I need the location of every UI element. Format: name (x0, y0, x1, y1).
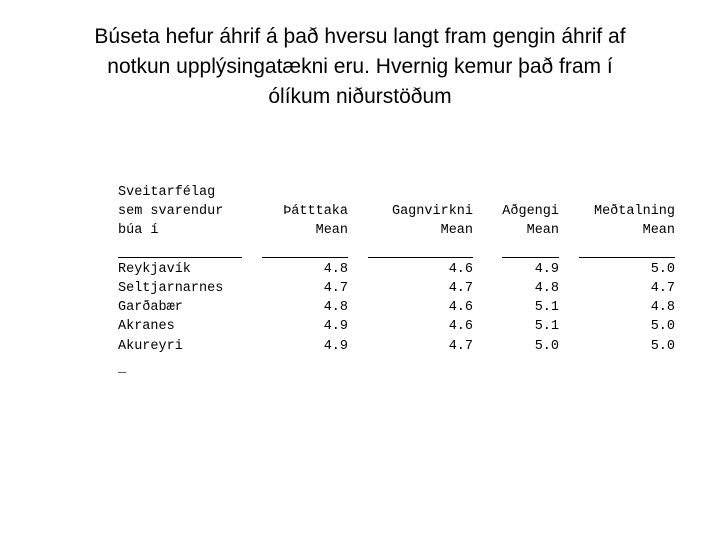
table-cell: 5.0 (650, 262, 675, 277)
row-label-akranes: Akranes (118, 319, 175, 334)
table-cell: 4.7 (448, 281, 473, 296)
table-cell: 4.8 (323, 300, 348, 315)
table-cell: 4.7 (323, 281, 348, 296)
row-label-reykjavik: Reykjavík (118, 262, 191, 277)
rule-adgengi (502, 257, 559, 258)
table-cell: 4.6 (448, 319, 473, 334)
row-header-line-3: búa í (118, 223, 159, 238)
col-header-medtalning: Meðtalning (593, 204, 675, 219)
table-cell: 4.8 (650, 300, 675, 315)
row-label-akureyri: Akureyri (118, 339, 183, 354)
table-cell: 4.9 (323, 339, 348, 354)
row-label-gardabaer: Garðabær (118, 300, 183, 315)
table-cell: 4.6 (448, 262, 473, 277)
table-cell: 4.7 (448, 339, 473, 354)
title-line-2: notkun upplýsingatækni eru. Hvernig kemur það fram í (107, 55, 613, 78)
table-cell: 4.9 (534, 262, 559, 277)
table-cell: 5.0 (650, 339, 675, 354)
table-cell: 4.9 (323, 319, 348, 334)
table-cell: 4.8 (534, 281, 559, 296)
col-stat-gagnvirkni: Mean (440, 223, 473, 238)
row-label-seltjarnarnes: Seltjarnarnes (118, 281, 224, 296)
row-header-line-1: Sveitarfélag (118, 185, 216, 200)
col-stat-adgengi: Mean (526, 223, 559, 238)
table-cell: 4.8 (323, 262, 348, 277)
trailing-mark: _ (118, 361, 127, 376)
table-cell: 5.0 (650, 319, 675, 334)
col-header-gagnvirkni: Gagnvirkni (391, 204, 473, 219)
rule-thatttaka (262, 257, 348, 258)
table-cell: 5.0 (534, 339, 559, 354)
col-stat-medtalning: Mean (642, 223, 675, 238)
table-cell: 4.7 (650, 281, 675, 296)
rule-gagnvirkni (368, 257, 473, 258)
table-cell: 4.6 (448, 300, 473, 315)
row-header-line-2: sem svarendur (118, 204, 224, 219)
rule-stub (118, 257, 242, 258)
title-line-3: ólíkum niðurstöðum (268, 85, 452, 108)
col-header-adgengi: Aðgengi (502, 204, 559, 219)
title-line-1: Búseta hefur áhrif á það hversu langt fram gengin áhrif af (94, 25, 626, 48)
col-stat-thatttaka: Mean (315, 223, 348, 238)
rule-medtalning (579, 257, 675, 258)
table-cell: 5.1 (534, 300, 559, 315)
col-header-thatttaka: Þátttaka (283, 204, 348, 219)
table-cell: 5.1 (534, 319, 559, 334)
